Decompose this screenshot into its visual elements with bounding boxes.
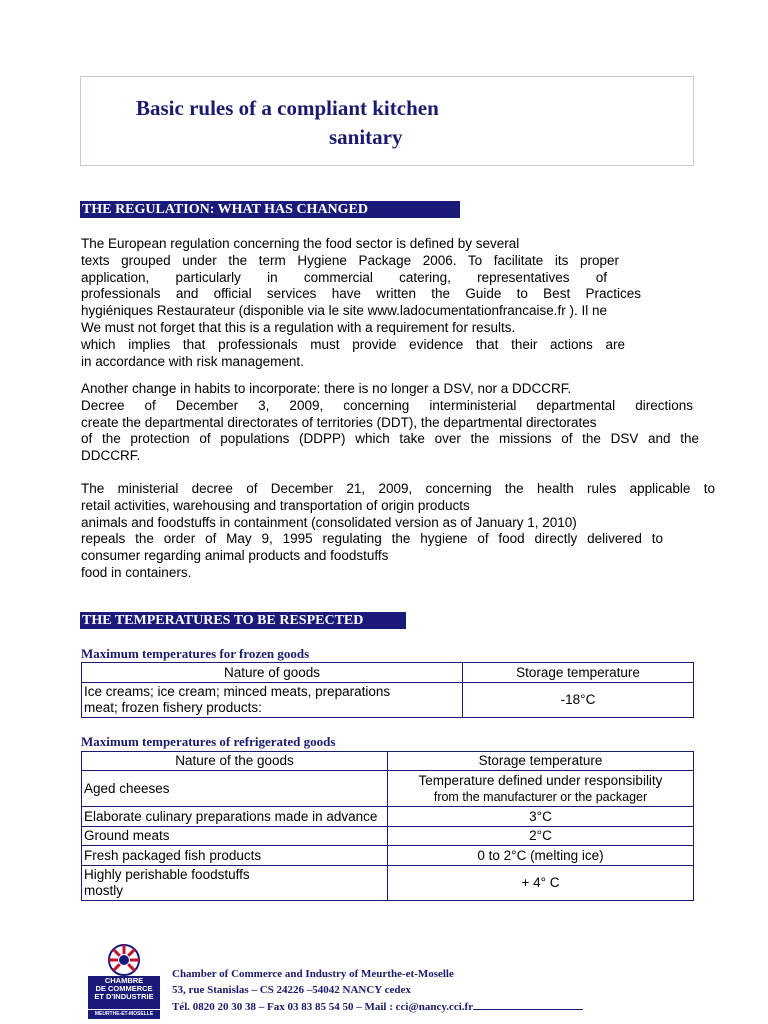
table-row [82,866,694,901]
table-row [82,827,694,846]
text-line: retail activities, warehousing and transportation of origin products [81,497,470,513]
text-line: create the departmental directorates of territories (DDT), the departmental directorates [81,414,597,430]
document-title-line1: Basic rules of a compliant kitchen [136,96,439,120]
text-line: DDCCRF. [81,448,141,464]
table-row [82,683,694,718]
text-line: consumer regarding animal products and foodstuffs [81,548,389,564]
text-line: application, particularly in commercial catering, representatives of [81,269,607,285]
refrigerated-header-temp: Storage temperature [388,752,694,771]
cell-line: mostly [84,883,124,898]
logo-text: MEURTHE-ET-MOSELLE [88,1010,160,1019]
temperatures-heading: THE TEMPERATURES TO BE RESPECTED [80,612,406,629]
text-line: repeals the order of May 9, 1995 regulating the hygiene of food directly delivered to [81,531,663,547]
temp-cell: 0 to 2°C (melting ice) [388,846,694,866]
frozen-header-temp: Storage temperature [463,663,694,683]
regulation-paragraph-2 [81,381,715,465]
logo-text: CHAMBRE [104,976,144,985]
cell-line: from the manufacturer or the packager [433,789,648,804]
goods-cell [82,866,388,901]
table-row [82,846,694,866]
goods-cell: Elaborate culinary preparations made in advance [82,807,388,827]
temp-cell: + 4° C [388,866,694,901]
frozen-header-goods: Nature of goods [82,663,463,683]
text-line: texts grouped under the term Hygiene Package 2006. To facilitate its proper [81,252,619,268]
text-line: The European regulation concerning the food sector is defined by several [81,236,520,251]
refrigerated-goods-title: Maximum temperatures of refrigerated goods [81,734,336,749]
text-line: Decree of December 3, 2009, concerning interministerial departmental directions [81,397,693,413]
cell-line: meat; frozen fishery products: [84,700,262,715]
footer-contact-line: Tél. 0820 20 30 38 – Fax 03 83 85 54 50 – Mail : cci@nancy.cci.fr [172,1001,474,1013]
goods-cell: Aged cheeses [82,771,388,807]
regulation-paragraph-1 [81,236,715,370]
text-line: food in containers. [81,564,192,580]
title-box [80,76,694,166]
text-line: of the protection of populations (DDPP) which take over the missions of the DSV and the [81,431,699,447]
regulation-heading: THE REGULATION: WHAT HAS CHANGED [80,201,460,218]
table-row [82,771,694,807]
frozen-temp-cell: -18°C [463,683,694,718]
frozen-goods-title: Maximum temperatures for frozen goods [81,646,310,661]
goods-cell: Ground meats [82,827,388,846]
frozen-goods-table [81,662,694,718]
text-line: The ministerial decree of December 21, 2009, concerning the health rules applicable to [81,481,715,496]
goods-cell: Fresh packaged fish products [82,846,388,866]
frozen-goods-cell [82,683,463,718]
text-line: We must not forget that this is a regulation with a requirement for results. [81,319,516,335]
temp-cell [388,771,694,807]
text-line: professionals and official services have written the Guide to Best Practices [81,286,641,302]
text-line: in accordance with risk management. [81,353,304,369]
temp-cell: 3°C [388,807,694,827]
cell-line: Ice creams; ice cream; minced meats, preparations [84,684,391,699]
text-line: animals and foodstuffs in containment (consolidated version as of January 1, 2010) [81,514,577,530]
text-line: which implies that professionals must provide evidence that their actions are [81,336,625,352]
logo-text: DE COMMERCE [95,984,153,993]
temp-cell: 2°C [388,827,694,846]
document-title-line2: sanitary [329,125,403,149]
text-line: Another change in habits to incorporate: there is no longer a DSV, nor a DDCCRF. [81,381,572,396]
regulation-paragraph-3 [81,481,715,582]
footer-org-name: Chamber of Commerce and Industry of Meurthe-et-Moselle [172,968,454,980]
cci-logo [86,940,162,1020]
footer-phone-mail [172,998,583,1016]
refrigerated-goods-table [81,751,694,901]
logo-text: ET D'INDUSTRIE [94,992,154,1001]
text-line: hygiéniques Restaurateur (disponible via le site www.ladocumentationfrancaise.fr ). Il ne [81,303,608,319]
refrigerated-header-goods: Nature of the goods [82,752,388,771]
footer-address: 53, rue Stanislas – CS 24226 –54042 NANCY cedex [172,983,411,996]
cell-line: Highly perishable foodstuffs [84,867,250,882]
underline-divider [473,998,583,1010]
table-row [82,807,694,827]
cell-line: Temperature defined under responsibility [418,772,663,788]
footer-contact [172,967,583,1016]
cci-emblem-icon [86,940,162,976]
